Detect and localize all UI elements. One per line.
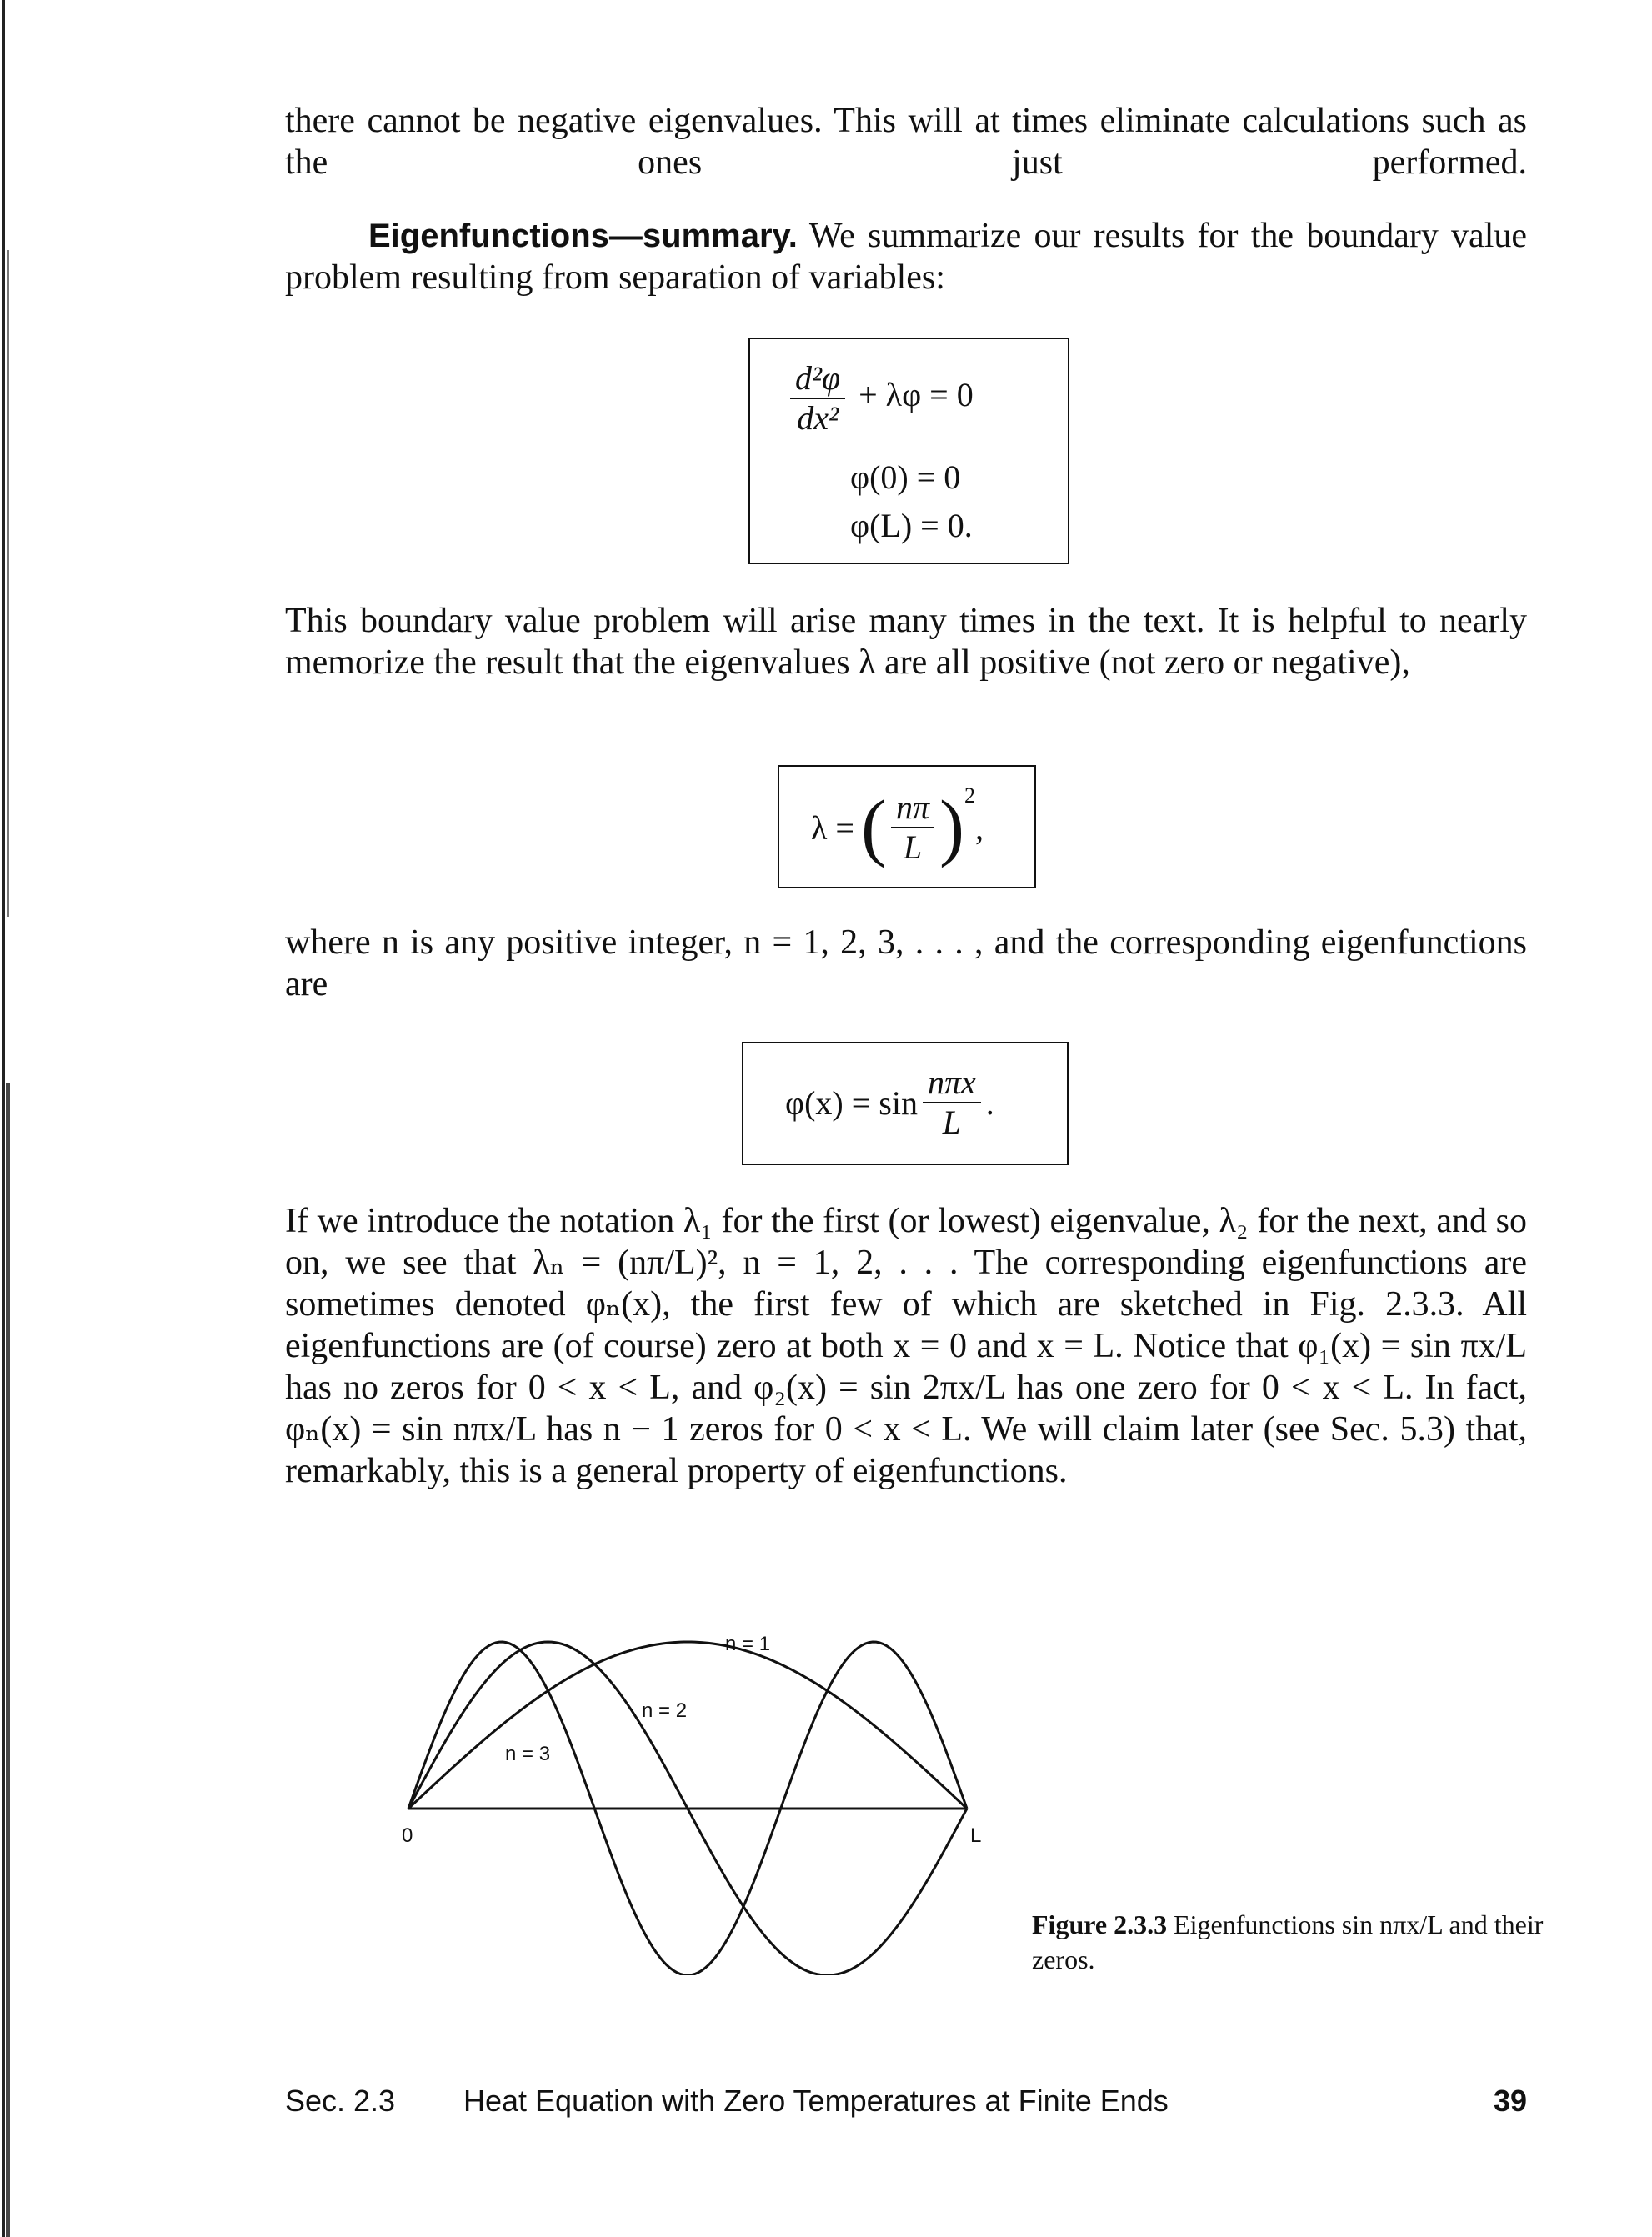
lambda-denominator: L (903, 828, 923, 866)
phi-denominator: L (942, 1103, 961, 1141)
paragraph-5 (285, 1200, 1527, 1492)
lambda-fraction (891, 788, 934, 867)
eigenvalue-equation-box (778, 765, 1036, 888)
boundary-condition-1: φ(0) = 0 (850, 458, 961, 496)
lambda-lhs: λ = (811, 808, 854, 847)
paragraph-5-text: If we introduce the notation λ₁ for the first (or lowest) eigenvalue, λ₂ for the next, and so on, we see that λₙ = (nπ/L)², n = 1, 2, . . . The corresponding eigenfunctions are sometimes denoted φₙ(x), the first few of which are sketched in Fig. 2.3.3. All eigenfunctions are (of course) zero at both x = 0 and x = L. Notice that φ₁(x) = sin πx/L has no zeros for 0 < x < L, and φ₂(x) = sin 2πx/L has one zero for 0 < x < L. In fact, φₙ(x) = sin nπx/L has n − 1 zeros for 0 < x < L. We will claim later (see Sec. 5.3) that, remarkably, this is a general property of eigenfunctions. (285, 1202, 1527, 1490)
label-origin: 0 (402, 1824, 413, 1847)
ode-derivative-fraction (790, 359, 845, 438)
phi-fraction (923, 1063, 981, 1142)
left-paren: ( (860, 786, 886, 868)
label-n2: n = 2 (642, 1699, 688, 1722)
scan-edge (0, 0, 13, 2237)
label-end: L (970, 1824, 982, 1847)
phi-tail: . (985, 1083, 994, 1122)
lambda-exponent: 2 (964, 783, 975, 808)
paragraph-1 (285, 100, 1527, 183)
eigenfunction-figure (392, 1625, 992, 1975)
label-n1: n = 1 (725, 1633, 771, 1655)
paragraph-4-text: where n is any positive integer, n = 1, 2, 3, . . . , and the corresponding eigenfunctions are (285, 923, 1527, 1003)
footer-page-number: 39 (1494, 2084, 1528, 2118)
phi-lhs: φ(x) = sin (785, 1083, 918, 1122)
boundary-condition-2: φ(L) = 0. (850, 507, 973, 544)
label-n3: n = 3 (505, 1743, 551, 1765)
phi-numerator: nπx (923, 1063, 981, 1103)
lambda-numerator: nπ (891, 788, 934, 828)
eigenfunction-equation-box (742, 1042, 1069, 1165)
figure-caption-label: Figure 2.3.3 (1032, 1909, 1168, 1939)
right-paren: ) (939, 786, 964, 868)
ode-denominator: dx² (797, 399, 839, 437)
figure-caption-text: Eigenfunctions sin nπx/L and their zeros. (1032, 1909, 1544, 1974)
summary-heading: Eigenfunctions—summary. (368, 218, 798, 254)
paragraph-2-text: We summarize our results for the boundary value problem resulting from separation of variables: (285, 217, 1527, 297)
curve-n1 (408, 1642, 967, 1809)
paragraph-4 (285, 922, 1527, 1005)
ode-rest: + λφ = 0 (859, 376, 974, 414)
footer-section: Sec. 2.3 (285, 2084, 396, 2118)
footer-title: Heat Equation with Zero Temperatures at Finite Ends (463, 2084, 1169, 2118)
figure-caption (1032, 1907, 1549, 1977)
paragraph-3 (285, 600, 1527, 683)
lambda-tail: , (974, 808, 984, 847)
ode-numerator: d²φ (790, 359, 845, 399)
paragraph-1-text: there cannot be negative eigenvalues. This will at times eliminate calculations such as the ones just performed. (285, 102, 1527, 182)
paragraph-2 (285, 215, 1527, 298)
bvp-equation-box (748, 338, 1069, 564)
paragraph-3-text: This boundary value problem will arise many times in the text. It is helpful to nearly memorize the result that the eigenvalues λ are all positive (not zero or negative), (285, 602, 1527, 682)
